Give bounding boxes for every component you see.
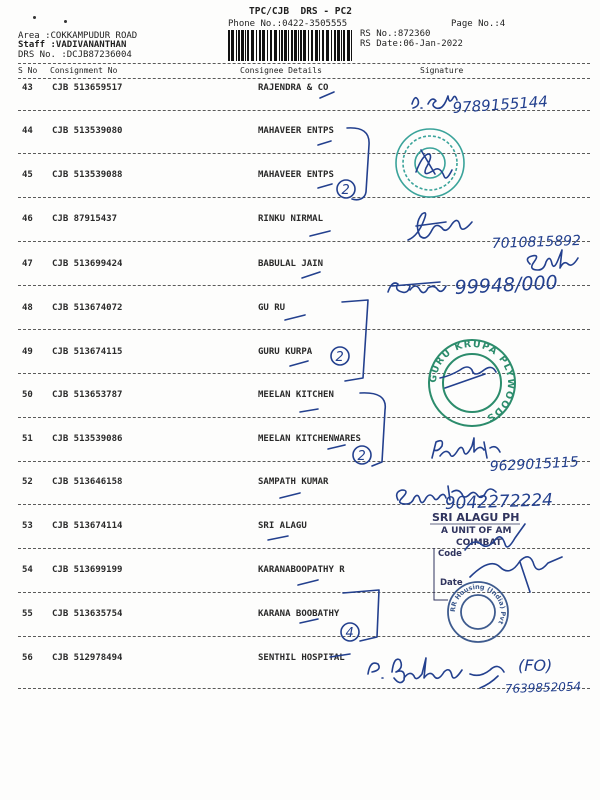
handwritten-phone: 9789155144 xyxy=(452,92,549,117)
tick-mark xyxy=(298,580,318,585)
consignment-number: CJB 512978494 xyxy=(52,653,123,663)
consignee-name: MEELAN KITCHEN xyxy=(258,390,334,400)
serial-number: 46 xyxy=(22,214,33,224)
rs-number: RS No.:872360 xyxy=(360,29,431,39)
consignee-name: SRI ALAGU xyxy=(258,521,307,531)
stamp-label: Date xyxy=(440,578,463,588)
tick-mark xyxy=(330,654,350,657)
signature xyxy=(388,282,446,293)
stamp-ring xyxy=(403,136,457,190)
consignee-name: RAJENDRA & CO xyxy=(258,83,329,93)
tick-mark xyxy=(328,445,345,449)
page-number: Page No.:4 xyxy=(451,19,506,29)
tick-mark xyxy=(280,493,300,498)
consignee-name: BABULAL JAIN xyxy=(258,259,324,269)
serial-number: 53 xyxy=(22,521,33,531)
tick-mark xyxy=(285,315,305,320)
serial-number: 44 xyxy=(22,126,33,136)
tick-mark xyxy=(300,409,318,412)
handwritten-phone: 9042272224 xyxy=(444,490,554,514)
consignment-number: CJB 513699199 xyxy=(52,565,123,575)
tick-mark xyxy=(302,272,320,278)
consignment-number: CJB 513674114 xyxy=(52,521,123,531)
signature xyxy=(527,250,578,270)
round-stamp xyxy=(396,129,464,197)
drs-number: DRS No. :DCJB87236004 xyxy=(18,50,132,60)
stamp-line: A UNIT OF AM xyxy=(441,526,512,536)
area-field: Area :COKKAMPUDUR ROAD xyxy=(18,31,138,41)
staff-field: Staff :VADIVANANTHAN xyxy=(18,40,127,50)
tick-mark xyxy=(268,536,288,540)
office-stamp xyxy=(434,548,508,642)
stamp-ring xyxy=(461,595,495,629)
consignment-number: CJB 513635754 xyxy=(52,609,123,619)
serial-number: 48 xyxy=(22,303,33,313)
handwritten-note: (FO) xyxy=(518,656,553,675)
consignment-number: CJB 513539088 xyxy=(52,170,123,180)
consignment-number: CJB 513539086 xyxy=(52,434,123,444)
count-mark: 2 xyxy=(341,183,350,198)
signature xyxy=(368,658,504,688)
stamp-lettering-path: RR Housing (India) Pvt xyxy=(448,582,508,626)
group-bracket xyxy=(353,393,385,466)
column-header-consignee: Consignee Details xyxy=(240,66,322,75)
signatures xyxy=(368,96,578,688)
consignee-name: MEELAN KITCHENWARES xyxy=(258,434,361,444)
group-bracket xyxy=(331,300,368,381)
stamp-ring xyxy=(443,354,501,412)
phone-number: Phone No.:0422-3505555 xyxy=(228,19,348,29)
consignment-number: CJB 513699424 xyxy=(52,259,123,269)
group-bracket xyxy=(341,590,379,641)
serial-number: 51 xyxy=(22,434,33,444)
stamp-line: SRI ALAGU PH xyxy=(432,511,520,524)
stamp-label: Code xyxy=(438,549,462,559)
count-mark: 2 xyxy=(335,350,344,365)
serial-number: 43 xyxy=(22,83,33,93)
stamp-lettering xyxy=(428,339,516,424)
consignee-name: GU RU xyxy=(258,303,286,313)
tick-mark xyxy=(290,361,308,366)
column-header-signature: Signature xyxy=(420,66,464,75)
serial-number: 54 xyxy=(22,565,33,575)
group-bracket xyxy=(337,128,369,200)
serial-number: 52 xyxy=(22,477,33,487)
consignment-number: CJB 513674072 xyxy=(52,303,123,313)
stamp-ring xyxy=(448,582,508,642)
serial-number: 55 xyxy=(22,609,33,619)
serial-number: 45 xyxy=(22,170,33,180)
bracket-line xyxy=(342,300,368,381)
consignment-number: CJB 513659517 xyxy=(52,83,123,93)
count-mark: 4 xyxy=(345,626,354,641)
handwritten-phone: 7639852054 xyxy=(504,679,582,696)
signature xyxy=(408,213,472,240)
signature xyxy=(412,96,457,108)
bracket-line xyxy=(347,128,369,200)
consignee-name: RINKU NIRMAL xyxy=(258,214,324,224)
company-stamp xyxy=(428,339,516,426)
signature xyxy=(416,150,452,178)
tick-mark xyxy=(320,92,334,98)
consignee-name: SAMPATH KUMAR xyxy=(258,477,329,487)
handwritten-phone: 7010815892 xyxy=(491,232,582,252)
consignee-name: MAHAVEER ENTPS xyxy=(258,170,334,180)
consignee-name: SENTHIL HOSPITAL xyxy=(258,653,345,663)
consignee-name: KARANABOOPATHY R xyxy=(258,565,345,575)
consignment-number: CJB 87915437 xyxy=(52,214,118,224)
consignment-number: CJB 513674115 xyxy=(52,347,123,357)
stamp-line: COIMBAT xyxy=(456,538,502,548)
tick-mark xyxy=(300,619,318,623)
signature xyxy=(440,367,496,388)
rs-date: RS Date:06-Jan-2022 xyxy=(360,39,463,49)
stamp-ring xyxy=(396,129,464,197)
serial-number: 47 xyxy=(22,259,33,269)
consignment-number: CJB 513646158 xyxy=(52,477,123,487)
consignment-number: CJB 513539080 xyxy=(52,126,123,136)
tick-mark xyxy=(318,141,331,145)
handwritten-phone: 99948/000 xyxy=(454,271,559,299)
column-header-consignment: Consignment No xyxy=(50,66,118,75)
handwritten-phone: 9629015115 xyxy=(489,454,580,475)
count-mark: 2 xyxy=(357,449,366,464)
column-header-sno: S No xyxy=(18,66,38,75)
serial-number: 50 xyxy=(22,390,33,400)
consignee-name: MAHAVEER ENTPS xyxy=(258,126,334,136)
sheet-title: TPC/CJB DRS - PC2 xyxy=(249,6,352,17)
delivery-ticks xyxy=(268,92,350,657)
serial-number: 49 xyxy=(22,347,33,357)
consignee-name: KARANA BOOBATHY xyxy=(258,609,340,619)
consignment-number: CJB 513653787 xyxy=(52,390,123,400)
tick-mark xyxy=(318,184,332,188)
signature xyxy=(432,438,500,458)
tick-mark xyxy=(310,231,330,236)
stamp-lettering-path: GURU KRUPA PLYWOODS xyxy=(427,338,517,424)
consignee-name: GURU KURPA xyxy=(258,347,313,357)
serial-number: 56 xyxy=(22,653,33,663)
